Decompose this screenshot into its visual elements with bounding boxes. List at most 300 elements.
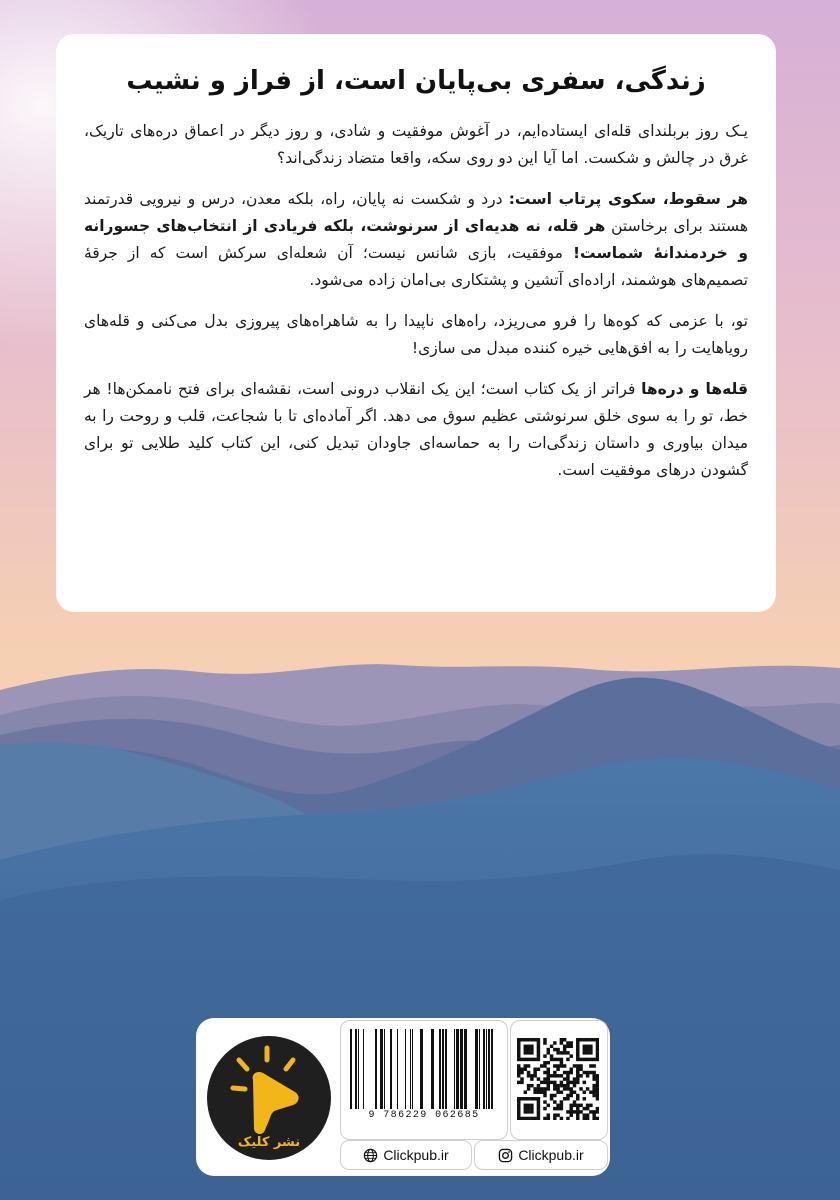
qr-module [543, 1041, 546, 1044]
qr-module [586, 1071, 589, 1074]
qr-module [592, 1087, 595, 1090]
qr-module [547, 1113, 550, 1116]
qr-module [563, 1097, 566, 1100]
qr-module [566, 1110, 569, 1113]
barcode-bar [483, 1029, 485, 1109]
qr-module [569, 1071, 572, 1074]
qr-module [596, 1048, 599, 1051]
qr-module [592, 1110, 595, 1113]
qr-module [517, 1038, 520, 1041]
qr-module [520, 1071, 523, 1074]
qr-module [596, 1117, 599, 1120]
qr-module [553, 1058, 556, 1061]
qr-module [517, 1117, 520, 1120]
qr-module [543, 1064, 546, 1067]
qr-module [560, 1041, 563, 1044]
qr-module [553, 1100, 556, 1103]
qr-module [586, 1038, 589, 1041]
qr-module [579, 1110, 582, 1113]
qr-module [592, 1058, 595, 1061]
paragraph-2-bold: هر قله، نه هدیه‌ای از سرنوشت، بلکه فریادی از انتخاب‌های جسورانه و خردمندانهٔ شماست! [84, 217, 749, 262]
qr-module [579, 1104, 582, 1107]
qr-module [566, 1074, 569, 1077]
qr-module [569, 1094, 572, 1097]
qr-module [589, 1058, 592, 1061]
qr-module [556, 1051, 559, 1054]
qr-module [576, 1071, 579, 1074]
qr-module [576, 1117, 579, 1120]
qr-module [527, 1110, 530, 1113]
qr-module [517, 1068, 520, 1071]
qr-module [543, 1117, 546, 1120]
qr-module [586, 1107, 589, 1110]
globe-icon [363, 1148, 378, 1163]
qr-module [576, 1064, 579, 1067]
qr-module [550, 1058, 553, 1061]
qr-module [573, 1064, 576, 1067]
paragraph-4 [84, 376, 748, 484]
qr-module [566, 1041, 569, 1044]
qr-module [589, 1071, 592, 1074]
qr-module [563, 1064, 566, 1067]
qr-module [569, 1107, 572, 1110]
qr-module [540, 1090, 543, 1093]
qr-module [573, 1090, 576, 1093]
barcode-bar [454, 1029, 455, 1109]
barcode-bar [445, 1029, 447, 1109]
qr-module [560, 1038, 563, 1041]
qr-module [589, 1038, 592, 1041]
barcode-bar [488, 1029, 490, 1109]
qr-module [566, 1077, 569, 1080]
qr-module [563, 1087, 566, 1090]
paragraph-2-lead: هر سقوط، سکوی پرتاب است: [508, 190, 748, 208]
qr-module [537, 1104, 540, 1107]
website-text: Clickpub.ir [383, 1147, 449, 1163]
qr-module [524, 1090, 527, 1093]
qr-module [527, 1117, 530, 1120]
qr-module [537, 1058, 540, 1061]
qr-module [583, 1097, 586, 1100]
qr-module [573, 1110, 576, 1113]
qr-module [566, 1117, 569, 1120]
qr-module [517, 1074, 520, 1077]
qr-module [543, 1071, 546, 1074]
qr-module [569, 1113, 572, 1116]
qr-module [524, 1058, 527, 1061]
qr-module [527, 1045, 530, 1048]
qr-module [586, 1048, 589, 1051]
paragraph-2-end: موفقیت، بازی شانس نیست؛ آن شعله‌ای سرکش است که از جرقهٔ تصمیم‌های هوشمند، اراده‌ای آتشین و پشتکاری بی‌امان زاده می‌شود. [84, 244, 748, 289]
qr-module [589, 1064, 592, 1067]
qr-module [586, 1117, 589, 1120]
qr-module [556, 1104, 559, 1107]
barcode-bar [390, 1029, 392, 1109]
barcode-bar [363, 1029, 364, 1109]
website-link[interactable] [340, 1140, 472, 1170]
qr-module [586, 1087, 589, 1090]
qr-module [579, 1087, 582, 1090]
qr-module [517, 1110, 520, 1113]
qr-module [583, 1107, 586, 1110]
barcode-bar [460, 1029, 463, 1109]
qr-module [533, 1087, 536, 1090]
qr-module [537, 1090, 540, 1093]
qr-module [563, 1045, 566, 1048]
qr-module [566, 1084, 569, 1087]
instagram-text: Clickpub.ir [518, 1147, 584, 1163]
qr-module [537, 1100, 540, 1103]
qr-module [537, 1097, 540, 1100]
qr-module [553, 1084, 556, 1087]
book-tagline: زندگی، سفری بی‌پایان است، از فراز و نشیب [126, 66, 706, 96]
qr-module [566, 1071, 569, 1074]
qr-module [537, 1045, 540, 1048]
qr-module [527, 1058, 530, 1061]
qr-module [524, 1045, 527, 1048]
qr-module [563, 1084, 566, 1087]
qr-code [517, 1038, 599, 1120]
qr-module [520, 1117, 523, 1120]
qr-module [533, 1058, 536, 1061]
qr-module [589, 1110, 592, 1113]
qr-module [576, 1038, 579, 1041]
qr-module [596, 1097, 599, 1100]
barcode-bar [475, 1029, 478, 1109]
qr-module [556, 1087, 559, 1090]
barcode-bar [384, 1029, 385, 1109]
qr-module [583, 1048, 586, 1051]
qr-module [556, 1058, 559, 1061]
qr-module [533, 1071, 536, 1074]
qr-module [517, 1058, 520, 1061]
qr-module [596, 1110, 599, 1113]
qr-module [583, 1090, 586, 1093]
qr-module [537, 1051, 540, 1054]
qr-module [560, 1051, 563, 1054]
qr-module [524, 1117, 527, 1120]
barcode-bar [397, 1029, 398, 1109]
qr-module [543, 1054, 546, 1057]
qr-module [596, 1084, 599, 1087]
qr-module [517, 1097, 520, 1100]
qr-module [569, 1068, 572, 1071]
qr-module [556, 1068, 559, 1071]
qr-module [553, 1074, 556, 1077]
qr-module [547, 1084, 550, 1087]
qr-module [592, 1038, 595, 1041]
qr-module [596, 1090, 599, 1093]
qr-module [547, 1051, 550, 1054]
qr-module [517, 1100, 520, 1103]
qr-module [583, 1051, 586, 1054]
qr-module [543, 1061, 546, 1064]
qr-module [569, 1110, 572, 1113]
paragraph-3: تو، با عزمی که کوه‌ها را فرو می‌ریزد، راه‌های ناپیدا را به شاهراه‌های پیروزی بدل می‌کنی و قله‌های رویاهایت را به افق‌هایی خیره کننده مبدل می سازی! [84, 312, 748, 357]
qr-module [533, 1090, 536, 1093]
qr-module [524, 1038, 527, 1041]
qr-module [576, 1113, 579, 1116]
qr-module [547, 1081, 550, 1084]
qr-module [569, 1041, 572, 1044]
qr-module [553, 1041, 556, 1044]
publisher-logo [205, 1030, 333, 1166]
paragraph-2 [84, 186, 748, 294]
qr-module [530, 1107, 533, 1110]
qr-module [573, 1084, 576, 1087]
qr-module [583, 1045, 586, 1048]
qr-module [569, 1090, 572, 1093]
qr-module [547, 1077, 550, 1080]
qr-module [586, 1058, 589, 1061]
qr-module [530, 1097, 533, 1100]
qr-module [527, 1087, 530, 1090]
barcode-bar [439, 1029, 441, 1109]
qr-module [586, 1045, 589, 1048]
qr-module [586, 1074, 589, 1077]
qr-module [576, 1094, 579, 1097]
qr-module [573, 1081, 576, 1084]
qr-module [592, 1084, 595, 1087]
qr-module [553, 1107, 556, 1110]
qr-module [569, 1045, 572, 1048]
qr-module [583, 1038, 586, 1041]
qr-module [596, 1087, 599, 1090]
qr-module [540, 1081, 543, 1084]
qr-module [553, 1117, 556, 1120]
qr-module [517, 1054, 520, 1057]
qr-module [576, 1104, 579, 1107]
qr-module [566, 1097, 569, 1100]
qr-module [547, 1104, 550, 1107]
qr-module [586, 1051, 589, 1054]
qr-module [573, 1104, 576, 1107]
qr-module [573, 1077, 576, 1080]
qr-module [543, 1077, 546, 1080]
barcode-bar [442, 1029, 444, 1109]
qr-module [530, 1104, 533, 1107]
qr-module [563, 1077, 566, 1080]
qr-module [560, 1104, 563, 1107]
qr-module [553, 1087, 556, 1090]
qr-module [563, 1071, 566, 1074]
qr-module [579, 1064, 582, 1067]
qr-module [524, 1051, 527, 1054]
qr-module [530, 1117, 533, 1120]
qr-module [533, 1097, 536, 1100]
qr-module [556, 1048, 559, 1051]
qr-module [537, 1038, 540, 1041]
qr-box [510, 1020, 608, 1140]
qr-module [592, 1094, 595, 1097]
qr-module [520, 1081, 523, 1084]
logo-text: نشر کلیک [237, 1135, 301, 1150]
qr-module [592, 1113, 595, 1116]
qr-module [533, 1068, 536, 1071]
qr-module [517, 1071, 520, 1074]
qr-module [569, 1104, 572, 1107]
qr-module [560, 1107, 563, 1110]
qr-module [553, 1048, 556, 1051]
qr-module [573, 1100, 576, 1103]
qr-module [592, 1077, 595, 1080]
isbn-barcode [348, 1029, 498, 1109]
qr-module [547, 1117, 550, 1120]
qr-module [592, 1074, 595, 1077]
qr-module [543, 1081, 546, 1084]
qr-module [530, 1077, 533, 1080]
qr-module [556, 1084, 559, 1087]
qr-module [583, 1058, 586, 1061]
qr-module [569, 1081, 572, 1084]
qr-module [537, 1117, 540, 1120]
qr-module [596, 1081, 599, 1084]
qr-module [576, 1074, 579, 1077]
qr-module [543, 1087, 546, 1090]
qr-module [592, 1117, 595, 1120]
qr-module [576, 1054, 579, 1057]
qr-module [556, 1064, 559, 1067]
qr-module [596, 1045, 599, 1048]
qr-module [566, 1051, 569, 1054]
qr-module [560, 1081, 563, 1084]
barcode-bar [412, 1029, 413, 1109]
barcode-bar [456, 1029, 459, 1109]
barcode-bar [486, 1029, 487, 1109]
barcode-bar [350, 1029, 352, 1109]
qr-module [517, 1081, 520, 1084]
qr-module [576, 1041, 579, 1044]
qr-module [520, 1077, 523, 1080]
qr-module [576, 1110, 579, 1113]
qr-module [527, 1048, 530, 1051]
synopsis-card [56, 34, 776, 612]
qr-module [537, 1077, 540, 1080]
qr-module [583, 1113, 586, 1116]
barcode-bar [410, 1029, 411, 1109]
qr-module [527, 1051, 530, 1054]
qr-module [520, 1058, 523, 1061]
paragraph-1: یـک روز بربلندای قله‌ای ایستاده‌ایم، در آغوش موفقیت و شادی، و روز دیگر در اعماق دره‌های تاریک، غرق در چالش و شکست. اما آیا این دو روی سکه، واقعا متضاد زندگی‌اند؟ [84, 122, 748, 167]
qr-module [524, 1104, 527, 1107]
qr-module [556, 1107, 559, 1110]
barcode-bar [380, 1029, 383, 1109]
qr-module [576, 1048, 579, 1051]
qr-module [596, 1107, 599, 1110]
qr-module [530, 1074, 533, 1077]
qr-module [592, 1064, 595, 1067]
qr-module [586, 1104, 589, 1107]
qr-module [537, 1041, 540, 1044]
instagram-link[interactable] [474, 1140, 608, 1170]
qr-module [560, 1117, 563, 1120]
qr-module [540, 1087, 543, 1090]
qr-module [576, 1077, 579, 1080]
qr-module [563, 1048, 566, 1051]
barcode-bar [405, 1029, 406, 1109]
qr-module [517, 1064, 520, 1067]
qr-module [547, 1074, 550, 1077]
barcode-bar [355, 1029, 357, 1109]
qr-module [569, 1087, 572, 1090]
isbn-number: 9 786229 062685 [368, 1110, 480, 1121]
qr-module [530, 1058, 533, 1061]
qr-module [530, 1045, 533, 1048]
qr-module [517, 1107, 520, 1110]
qr-module [530, 1048, 533, 1051]
qr-module [589, 1048, 592, 1051]
qr-module [517, 1113, 520, 1116]
qr-module [589, 1104, 592, 1107]
qr-module [537, 1054, 540, 1057]
qr-module [553, 1064, 556, 1067]
qr-module [579, 1038, 582, 1041]
qr-module [530, 1110, 533, 1113]
qr-module [543, 1100, 546, 1103]
qr-module [527, 1104, 530, 1107]
qr-module [592, 1090, 595, 1093]
qr-module [576, 1097, 579, 1100]
qr-module [530, 1084, 533, 1087]
qr-module [524, 1097, 527, 1100]
qr-module [517, 1041, 520, 1044]
barcode-bar [491, 1029, 493, 1109]
qr-module [596, 1074, 599, 1077]
barcode-bar [431, 1029, 434, 1109]
qr-module [563, 1038, 566, 1041]
qr-module [589, 1051, 592, 1054]
qr-module [560, 1100, 563, 1103]
qr-module [537, 1113, 540, 1116]
qr-module [553, 1113, 556, 1116]
barcode-bar [464, 1029, 467, 1109]
qr-module [527, 1038, 530, 1041]
qr-module [537, 1087, 540, 1090]
qr-module [543, 1038, 546, 1041]
qr-module [547, 1061, 550, 1064]
barcode-bar [375, 1029, 377, 1109]
paragraph-2-mid: درد و شکست نه پایان، راه، بلکه معدن، درس و نیرویی قدرتمند هستند برای برخاستن [84, 190, 748, 235]
qr-module [596, 1038, 599, 1041]
qr-module [520, 1097, 523, 1100]
qr-module [556, 1113, 559, 1116]
qr-module [547, 1087, 550, 1090]
qr-module [550, 1074, 553, 1077]
qr-module [530, 1038, 533, 1041]
qr-module [527, 1074, 530, 1077]
qr-module [563, 1051, 566, 1054]
qr-module [566, 1045, 569, 1048]
qr-module [566, 1081, 569, 1084]
qr-module [560, 1058, 563, 1061]
qr-module [560, 1064, 563, 1067]
instagram-icon [498, 1148, 513, 1163]
qr-module [517, 1045, 520, 1048]
qr-module [530, 1051, 533, 1054]
qr-module [527, 1097, 530, 1100]
qr-module [533, 1117, 536, 1120]
qr-module [560, 1074, 563, 1077]
qr-module [517, 1048, 520, 1051]
qr-module [596, 1051, 599, 1054]
qr-module [537, 1107, 540, 1110]
barcode-bar [420, 1029, 423, 1109]
qr-module [596, 1077, 599, 1080]
qr-module [556, 1074, 559, 1077]
qr-module [586, 1113, 589, 1116]
qr-module [533, 1074, 536, 1077]
qr-module [543, 1107, 546, 1110]
